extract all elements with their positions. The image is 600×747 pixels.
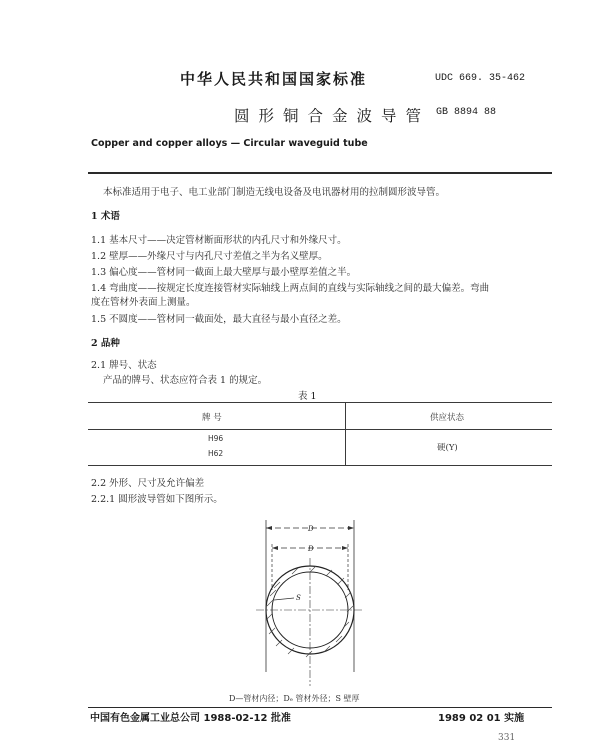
- table-cell-grade: H96: [208, 434, 224, 443]
- inner-arrow-left: [272, 546, 278, 550]
- wall-leader-line: [274, 598, 294, 600]
- outer-diameter-label: D: [308, 525, 314, 533]
- subsection-2-2-1: 2.2.1 圆形波导管如下图所示。: [91, 494, 223, 505]
- table-header-grade: 牌 号: [202, 413, 222, 423]
- english-title: Copper and copper alloys — Circular waveguid tube: [91, 138, 368, 149]
- term-1-1: 1.1 基本尺寸——决定管材断面形状的内孔尺寸和外缘尺寸。: [91, 235, 347, 246]
- subsection-2-1: 2.1 牌号、状态: [91, 360, 157, 371]
- table-bottom-rule: [88, 465, 552, 466]
- approval-line: 中国有色金属工业总公司 1988-02-12 批准: [90, 713, 291, 724]
- main-title: 圆形铜合金波导管: [234, 107, 431, 125]
- inner-arrow-right: [342, 546, 348, 550]
- inner-diameter-label: D: [308, 545, 314, 553]
- outer-arrow-right: [348, 526, 354, 530]
- term-1-4: 1.4 弯曲度——按规定长度连接管材实际轴线上两点间的直线与实际轴线之间的最大偏差。弯曲: [91, 283, 490, 294]
- udc-number: UDC 669. 35-462: [435, 73, 526, 84]
- term-1-4-cont: 度在管材外表面上测量。: [91, 297, 196, 308]
- table-top-rule: [88, 402, 552, 403]
- top-rule: [88, 172, 552, 174]
- wall-hatching: [266, 566, 353, 657]
- table-column-divider: [345, 402, 346, 465]
- table-cell-state: 硬(Y): [437, 443, 458, 453]
- figure-caption: D—管材内径；Dₑ 管材外径；S 壁厚: [229, 694, 360, 703]
- table-header-state: 供应状态: [430, 413, 465, 423]
- section-1-heading: 1 术语: [91, 211, 120, 222]
- gb-number: GB 8894 88: [436, 107, 497, 118]
- page-number: 331: [498, 733, 516, 743]
- bottom-rule: [88, 707, 552, 708]
- term-1-2: 1.2 壁厚——外缘尺寸与内孔尺寸差值之半为名义壁厚。: [91, 251, 328, 262]
- term-1-5: 1.5 不圆度——管材同一截面处，最大直径与最小直径之差。: [91, 314, 347, 325]
- intro-paragraph: 本标准适用于电子、电工业部门制造无线电设备及电讯器材用的拉制圆形波导管。: [103, 187, 446, 198]
- waveguide-cross-section-figure: [250, 518, 380, 690]
- subsection-2-1-text: 产品的牌号、状态应符合表 1 的规定。: [103, 375, 268, 386]
- standard-title: 中华人民共和国国家标准: [180, 70, 368, 88]
- section-2-heading: 2 品种: [91, 338, 120, 349]
- table-1-caption: 表 1: [298, 391, 317, 402]
- table-header-rule: [88, 429, 552, 430]
- subsection-2-2: 2.2 外形、尺寸及允许偏差: [91, 478, 205, 489]
- term-1-3: 1.3 偏心度——管材同一截面上最大壁厚与最小壁厚差值之半。: [91, 267, 357, 278]
- wall-thickness-label: S: [296, 594, 301, 602]
- implementation-date: 1989 02 01 实施: [438, 713, 525, 724]
- outer-arrow-left: [266, 526, 272, 530]
- table-cell-grade: H62: [208, 449, 224, 458]
